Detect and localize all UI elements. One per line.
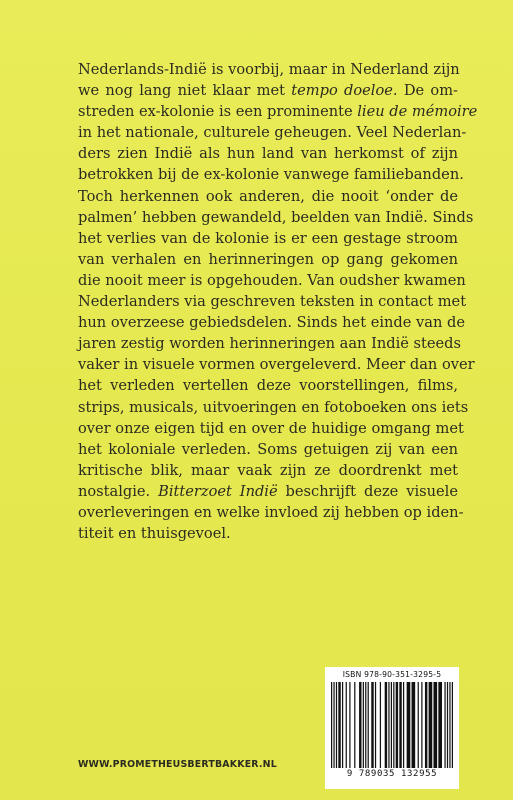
barcode-bar <box>371 682 373 768</box>
text-segment: Toch herkennen ook anderen, die nooit ‘onder de <box>78 187 458 205</box>
text-segment: overleveringen en welke invloed zij hebben op iden- <box>78 503 464 521</box>
barcode-bar <box>354 682 355 768</box>
barcode-bar <box>359 682 361 768</box>
blurb-line <box>78 333 461 354</box>
blurb-line <box>78 122 467 143</box>
barcode-bar <box>407 682 411 768</box>
barcode-bar <box>368 682 369 768</box>
barcode-bar <box>421 682 422 768</box>
barcode-bar <box>425 682 427 768</box>
barcode-bar <box>365 682 366 768</box>
barcode-bar <box>375 682 376 768</box>
text-segment: we nog lang niet klaar met <box>78 82 292 100</box>
text-segment: in het nationale, culturele geheugen. Veel Nederlan- <box>78 124 467 142</box>
text-segment: betrokken bij de ex-kolonie vanwege familiebanden. <box>78 166 464 184</box>
barcode-bar <box>385 682 387 768</box>
publisher-website: WWW.PROMETHEUSBERTBAKKER.NL <box>78 759 277 770</box>
barcode-bar <box>349 682 350 768</box>
text-segment: het verleden vertellen deze voorstellingen, films, <box>78 377 458 395</box>
text-segment: palmen’ hebben gewandeld, beelden van Indië. Sinds <box>78 208 474 226</box>
text-segment: streden ex-kolonie is een prominente <box>78 103 358 121</box>
barcode-bar <box>444 682 445 768</box>
barcode-bar <box>399 682 401 768</box>
blurb-line <box>78 460 458 481</box>
blurb-line <box>78 439 458 460</box>
text-segment: het koloniale verleden. Soms getuigen zij van een <box>78 440 458 458</box>
blurb-line <box>78 186 458 207</box>
blurb-line <box>78 270 466 291</box>
barcode-bar <box>380 682 381 768</box>
blurb-line <box>78 375 458 396</box>
text-segment: . De om- <box>392 82 458 100</box>
barcode-panel <box>325 667 459 789</box>
blurb-line <box>78 397 469 418</box>
text-segment: Nederlands-Indië is voorbij, maar in Nederland zijn <box>78 61 460 78</box>
text-segment: die nooit meer is opgehouden. Van oudsher kwamen <box>78 271 466 289</box>
text-segment: titeit en thuisgevoel. <box>78 525 231 543</box>
barcode-bar <box>452 682 453 768</box>
text-segment: strips, musicals, uitvoeringen en fotoboeken ons iets <box>78 398 469 416</box>
barcode-bar <box>363 682 364 768</box>
blurb-line <box>78 80 458 101</box>
barcode-bar <box>336 682 337 768</box>
barcode-bar <box>447 682 448 768</box>
text-segment: vaker in visuele vormen overgeleverd. Meer dan over <box>78 356 475 374</box>
blurb-line <box>78 481 458 502</box>
italic-title: lieu de mémoire <box>357 103 478 121</box>
italic-title: tempo doeloe <box>291 82 393 100</box>
barcode-bar <box>418 682 419 768</box>
barcode-bar <box>346 682 347 768</box>
barcode-bar <box>333 682 334 768</box>
blurb-line <box>78 207 474 228</box>
barcode-bar <box>391 682 392 768</box>
blurb-line <box>78 249 458 270</box>
barcode-bar <box>429 682 433 768</box>
text-segment: van verhalen en herinneringen op gang gekomen <box>78 250 458 268</box>
blurb-line <box>78 101 478 122</box>
text-segment: jaren zestig worden herinneringen aan Indië steeds <box>78 335 461 353</box>
text-segment: beschrijft deze visuele <box>277 482 458 500</box>
blurb-text <box>78 59 478 544</box>
barcode-bar <box>388 682 389 768</box>
barcode-bar <box>403 682 404 768</box>
barcode-bar <box>433 682 437 768</box>
blurb-line <box>78 523 458 544</box>
text-segment: nostalgie. <box>78 482 159 500</box>
barcode-bar <box>449 682 450 768</box>
barcode-bar <box>412 682 416 768</box>
barcode-bar <box>396 682 398 768</box>
text-segment: het verlies van de kolonie is er een gestage stroom <box>78 229 458 247</box>
blurb-line <box>78 354 475 375</box>
blurb-line <box>78 228 458 249</box>
barcode-bars <box>331 682 453 768</box>
text-segment: over onze eigen tijd en over de huidige omgang met <box>78 419 464 437</box>
text-segment: ders zien Indië als hun land van herkomst of zijn <box>78 145 458 163</box>
italic-title: Bitterzoet Indië <box>158 482 278 500</box>
barcode-bar <box>342 682 343 768</box>
isbn-label: ISBN 978-90-351-3295-5 <box>342 670 442 679</box>
barcode-bar <box>338 682 340 768</box>
text-segment: Nederlanders via geschreven teksten in contact met <box>78 293 467 311</box>
text-segment: kritische blik, maar vaak zijn ze doordrenkt met <box>78 461 458 479</box>
blurb-line <box>78 59 458 80</box>
blurb-line <box>78 502 464 523</box>
barcode-bar <box>393 682 394 768</box>
text-segment: hun overzeese gebiedsdelen. Sinds het einde van de <box>78 314 465 332</box>
blurb-line <box>78 312 465 333</box>
blurb-line <box>78 164 464 185</box>
blurb-line <box>78 291 467 312</box>
barcode-bar <box>331 682 332 768</box>
barcode-bar <box>438 682 442 768</box>
barcode-digits: 9 789035 132955 <box>346 769 438 779</box>
blurb-line <box>78 143 458 164</box>
blurb-line <box>78 418 464 439</box>
